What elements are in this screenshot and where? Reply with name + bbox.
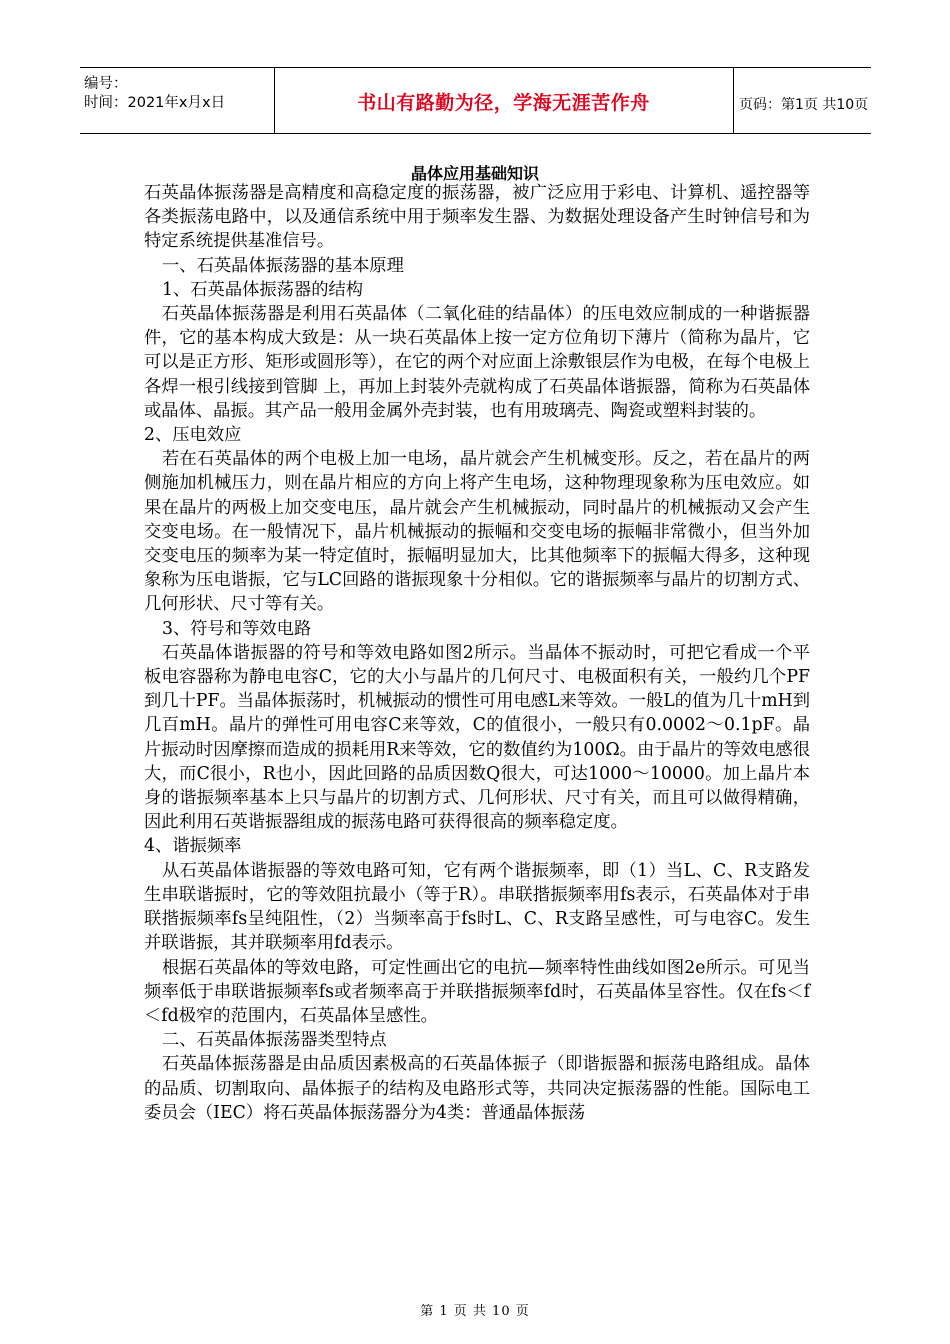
document-date: 时间：2021年x月x日 xyxy=(84,95,226,111)
paragraph: 一、石英晶体振荡器的基本原理 xyxy=(162,255,404,276)
header-table xyxy=(80,67,871,134)
motto-text: 书山有路勤为径，学海无涯苦作舟 xyxy=(357,92,650,114)
header-page-cell xyxy=(733,68,871,133)
page-footer: 第 1 页 共 10 页 xyxy=(420,1304,530,1319)
document-title: 晶体应用基础知识 xyxy=(410,164,539,183)
document-number-label: 编号： xyxy=(84,76,128,92)
paragraph: 3、符号和等效电路 xyxy=(162,618,312,639)
paragraph: 二、石英晶体振荡器类型特点 xyxy=(162,1030,387,1051)
paragraph: 石英晶体振荡器是高精度和高稳定度的振荡器，被广泛应用于彩电、计算机、遥控器等各类振荡电路中，以及通信系统中用于频率发生器、为数据处理设备产生时钟信号和为特定系统提供基准信号。 xyxy=(144,183,810,252)
header-motto-cell xyxy=(274,68,734,133)
paragraph: 若在石英晶体的两个电极上加一电场，晶片就会产生机械变形。反之，若在晶片的两侧施加机械压力，则在晶片相应的方向上将产生电场，这种物理现象称为压电效应。如果在晶片的两极上加交变电压，晶片就会产生机械振动，同时晶片的机械振动又会产生交变电场。在一般情况下，晶片机械振动的振幅和交变电场的振幅非常微小，但当外加交变电压的频率为某一特定值时，振幅明显加大，比其他频率下的振幅大得多，这种现象称为压电谐振，它与LC回路的谐振现象十分相似。它的谐振频率与晶片的切割方式、几何形状、尺寸等有关。 xyxy=(144,449,810,615)
paragraph: 石英晶体振荡器是利用石英晶体（二氧化硅的结晶体）的压电效应制成的一种谐振器件，它的基本构成大致是：从一块石英晶体上按一定方位角切下薄片（简称为晶片，它可以是正方形、矩形或圆形等），在它的两个对应面上涂敷银层作为电极，在每个电极上各焊一根引线接到管脚 上，再加上封装外壳就构成了石英晶体谐振器，简称为石英晶体或晶体、晶振。其产品一般用金属外壳封装，也有用玻璃壳、陶瓷或塑料封装的。 xyxy=(144,304,810,421)
paragraph: 2、压电效应 xyxy=(144,425,242,446)
document-body xyxy=(144,181,810,1125)
header-page-info: 页码：第1页 共10页 xyxy=(739,97,869,113)
paragraph: 根据石英晶体的等效电路，可定性画出它的电抗—频率特性曲线如图2e所示。可见当频率低于串联谐振频率fs或者频率高于并联揩振频率fd时，石英晶体呈容性。仅在fs＜f＜fd极窄的范围内，石英晶体呈感性。 xyxy=(144,957,810,1026)
paragraph: 从石英晶体谐振器的等效电路可知，它有两个谐振频率，即（1）当L、C、R支路发生串联谐振时，它的等效阻抗最小（等于R）。串联揩振频率用fs表示，石英晶体对于串联揩振频率fs呈纯阻性，（2）当频率高于fs时L、C、R支路呈感性，可与电容C。发生并联谐振，其并联频率用fd表示。 xyxy=(144,860,810,954)
paragraph: 1、石英晶体振荡器的结构 xyxy=(162,279,364,300)
paragraph: 4、谐振频率 xyxy=(144,836,242,857)
header-info-cell xyxy=(80,68,275,133)
paragraph: 石英晶体谐振器的符号和等效电路如图2所示。当晶体不振动时，可把它看成一个平板电容器称为静电电容C，它的大小与晶片的几何尺寸、电极面积有关，一般约几个PF到几十PF。当晶体振荡时，机械振动的惯性可用电感L来等效。一般L的值为几十mH到几百mH。晶片的弹性可用电容C来等效，C的值很小，一般只有0.0002～0.1pF。晶片振动时因摩擦而造成的损耗用R来等效，它的数值约为100Ω。由于晶片的等效电感很大，而C很小，R也小，因此回路的品质因数Q很大，可达1000～10000。加上晶片本身的谐振频率基本上只与晶片的切割方式、几何形状、尺寸有关，而且可以做得精确，因此利用石英谐振器组成的振荡电路可获得很高的频率稳定度。 xyxy=(144,642,810,833)
paragraph: 石英晶体振荡器是由品质因素极高的石英晶体振子（即谐振器和振荡电路组成。晶体的品质、切割取向、晶体振子的结构及电路形式等，共同决定振荡器的性能。国际电工委员会（IEC）将石英晶体振荡器分为4类：普通晶体振荡 xyxy=(144,1054,810,1123)
